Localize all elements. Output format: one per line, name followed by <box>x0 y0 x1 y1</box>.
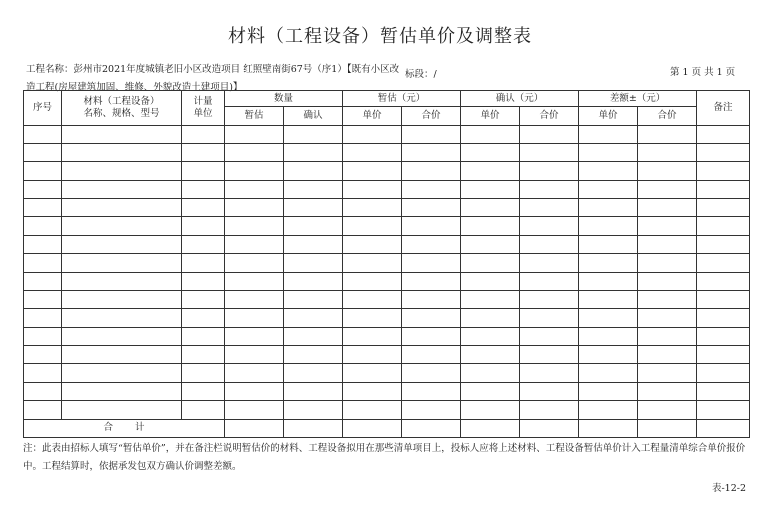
total-cell <box>638 419 697 437</box>
header-unit-line2: 单位 <box>193 107 213 119</box>
table-cell <box>579 254 638 272</box>
table-row <box>24 235 750 253</box>
table-cell <box>62 327 182 345</box>
table-cell <box>62 125 182 143</box>
table-cell <box>284 217 343 235</box>
table-cell <box>284 290 343 308</box>
table-row <box>24 162 750 180</box>
table-cell <box>225 217 284 235</box>
total-cell <box>343 419 402 437</box>
table-cell <box>182 235 225 253</box>
table-cell <box>225 327 284 345</box>
table-cell <box>638 346 697 364</box>
table-cell <box>461 346 520 364</box>
table-cell <box>461 235 520 253</box>
table-cell <box>182 272 225 290</box>
table-cell <box>225 382 284 400</box>
table-cell <box>461 254 520 272</box>
header-conf-unit-price: 单价 <box>461 107 520 125</box>
table-cell <box>579 235 638 253</box>
table-cell <box>62 290 182 308</box>
table-cell <box>24 382 62 400</box>
table-cell <box>225 272 284 290</box>
table-cell <box>284 382 343 400</box>
table-cell <box>461 217 520 235</box>
header-unit-line1: 计量 <box>193 95 213 107</box>
table-cell <box>182 254 225 272</box>
table-cell <box>62 364 182 382</box>
table-row <box>24 272 750 290</box>
header-index: 序号 <box>24 91 62 126</box>
header-group-estimate: 暂估（元） <box>343 91 461 107</box>
table-cell <box>638 180 697 198</box>
table-cell <box>62 162 182 180</box>
table-cell <box>24 327 62 345</box>
table-cell <box>225 235 284 253</box>
table-cell <box>284 327 343 345</box>
table-cell <box>62 272 182 290</box>
table-cell <box>24 364 62 382</box>
table-row <box>24 199 750 217</box>
table-cell <box>520 382 579 400</box>
table-row <box>24 125 750 143</box>
table-cell <box>697 272 750 290</box>
table-cell <box>182 125 225 143</box>
table-row <box>24 382 750 400</box>
material-price-table <box>23 90 750 438</box>
table-cell <box>461 144 520 162</box>
table-cell <box>284 162 343 180</box>
table-cell <box>579 272 638 290</box>
table-cell <box>697 125 750 143</box>
table-cell <box>402 199 461 217</box>
table-cell <box>343 401 402 420</box>
header-diff-total: 合价 <box>638 107 697 125</box>
table-cell <box>343 162 402 180</box>
table-cell <box>284 272 343 290</box>
header-diff-unit-price: 单价 <box>579 107 638 125</box>
table-cell <box>579 364 638 382</box>
total-cell <box>520 419 579 437</box>
table-cell <box>284 364 343 382</box>
total-cell <box>461 419 520 437</box>
table-cell <box>343 346 402 364</box>
table-cell <box>24 401 62 420</box>
table-cell <box>24 162 62 180</box>
table-cell <box>520 235 579 253</box>
table-cell <box>520 309 579 327</box>
table-cell <box>461 162 520 180</box>
table-cell <box>697 346 750 364</box>
header-est-total: 合价 <box>402 107 461 125</box>
header-material-line1: 材料（工程设备） <box>83 95 160 107</box>
table-cell <box>24 272 62 290</box>
table-cell <box>402 125 461 143</box>
table-cell <box>638 364 697 382</box>
table-cell <box>461 180 520 198</box>
total-cell <box>284 419 343 437</box>
table-cell <box>579 309 638 327</box>
table-cell <box>520 364 579 382</box>
table-cell <box>579 199 638 217</box>
table-cell <box>520 217 579 235</box>
table-cell <box>697 180 750 198</box>
table-cell <box>697 327 750 345</box>
table-cell <box>343 199 402 217</box>
table-cell <box>182 327 225 345</box>
table-cell <box>638 254 697 272</box>
table-cell <box>697 382 750 400</box>
table-cell <box>343 290 402 308</box>
table-cell <box>579 162 638 180</box>
table-cell <box>579 180 638 198</box>
table-cell <box>402 162 461 180</box>
table-cell <box>520 125 579 143</box>
table-cell <box>402 364 461 382</box>
table-cell <box>402 180 461 198</box>
table-cell <box>343 254 402 272</box>
table-cell <box>225 309 284 327</box>
table-cell <box>579 217 638 235</box>
table-row <box>24 144 750 162</box>
table-row <box>24 217 750 235</box>
table-cell <box>24 346 62 364</box>
table-cell <box>182 217 225 235</box>
table-cell <box>461 290 520 308</box>
table-cell <box>461 272 520 290</box>
header-qty-confirm: 确认 <box>284 107 343 125</box>
table-cell <box>343 309 402 327</box>
total-cell <box>579 419 638 437</box>
table-cell <box>62 401 182 420</box>
table-cell <box>579 382 638 400</box>
table-cell <box>182 180 225 198</box>
table-cell <box>343 217 402 235</box>
table-cell <box>402 309 461 327</box>
table-cell <box>520 327 579 345</box>
table-cell <box>579 327 638 345</box>
table-cell <box>225 144 284 162</box>
table-row <box>24 180 750 198</box>
table-row <box>24 290 750 308</box>
table-cell <box>461 327 520 345</box>
table-cell <box>225 125 284 143</box>
table-cell <box>402 254 461 272</box>
table-cell <box>182 382 225 400</box>
table-cell <box>579 125 638 143</box>
table-cell <box>402 272 461 290</box>
table-cell <box>343 180 402 198</box>
table-cell <box>520 199 579 217</box>
table-cell <box>62 217 182 235</box>
table-cell <box>461 364 520 382</box>
table-cell <box>343 125 402 143</box>
table-row <box>24 327 750 345</box>
table-cell <box>402 290 461 308</box>
table-cell <box>343 144 402 162</box>
table-row <box>24 254 750 272</box>
table-cell <box>520 254 579 272</box>
table-cell <box>402 382 461 400</box>
table-cell <box>62 180 182 198</box>
table-cell <box>638 401 697 420</box>
table-cell <box>697 235 750 253</box>
total-row-label <box>24 419 225 437</box>
table-cell <box>697 254 750 272</box>
header-group-confirm: 确认（元） <box>461 91 579 107</box>
table-cell <box>638 199 697 217</box>
table-cell <box>225 401 284 420</box>
table-cell <box>24 199 62 217</box>
table-cell <box>62 144 182 162</box>
page-title: 材料（工程设备）暂估单价及调整表 <box>228 26 532 47</box>
table-cell <box>461 309 520 327</box>
header-material <box>62 91 182 126</box>
header-unit <box>182 91 225 126</box>
total-cell <box>225 419 284 437</box>
table-cell <box>24 144 62 162</box>
total-cell <box>402 419 461 437</box>
table-cell <box>24 254 62 272</box>
table-cell <box>520 272 579 290</box>
table-cell <box>461 401 520 420</box>
table-cell <box>697 364 750 382</box>
table-cell <box>62 309 182 327</box>
table-cell <box>402 401 461 420</box>
table-cell <box>284 254 343 272</box>
table-cell <box>225 346 284 364</box>
table-cell <box>24 217 62 235</box>
table-cell <box>638 309 697 327</box>
table-cell <box>461 382 520 400</box>
table-cell <box>24 235 62 253</box>
table-cell <box>520 180 579 198</box>
table-cell <box>62 346 182 364</box>
table-cell <box>24 180 62 198</box>
table-cell <box>284 346 343 364</box>
table-cell <box>343 272 402 290</box>
table-cell <box>182 364 225 382</box>
table-cell <box>24 309 62 327</box>
table-cell <box>62 235 182 253</box>
table-cell <box>461 199 520 217</box>
table-cell <box>638 125 697 143</box>
table-cell <box>182 401 225 420</box>
header-qty-estimate: 暂估 <box>225 107 284 125</box>
table-cell <box>697 162 750 180</box>
table-cell <box>638 382 697 400</box>
table-cell <box>520 401 579 420</box>
table-cell <box>579 144 638 162</box>
table-cell <box>284 401 343 420</box>
header-group-quantity: 数量 <box>225 91 343 107</box>
table-cell <box>638 327 697 345</box>
header-material-line2: 名称、规格、型号 <box>83 107 160 119</box>
table-cell <box>579 290 638 308</box>
page-counter: 第 1 页 共 1 页 <box>670 67 736 78</box>
table-cell <box>225 254 284 272</box>
table-cell <box>225 180 284 198</box>
header-group-diff: 差额±（元） <box>579 91 697 107</box>
table-cell <box>284 309 343 327</box>
table-cell <box>182 144 225 162</box>
table-cell <box>62 382 182 400</box>
header-est-unit-price: 单价 <box>343 107 402 125</box>
table-cell <box>24 290 62 308</box>
table-number: 表-12-2 <box>711 483 746 494</box>
total-cell <box>697 419 750 437</box>
table-cell <box>520 144 579 162</box>
table-cell <box>24 125 62 143</box>
table-cell <box>225 364 284 382</box>
table-cell <box>182 346 225 364</box>
table-cell <box>62 254 182 272</box>
section-label: 标段：/ <box>405 69 437 80</box>
table-cell <box>520 290 579 308</box>
table-cell <box>402 327 461 345</box>
table-cell <box>225 199 284 217</box>
table-cell <box>697 144 750 162</box>
table-cell <box>579 401 638 420</box>
table-cell <box>697 199 750 217</box>
project-name-line2: 造工程(房屋建筑加固、维修、外貌改造土建项目)】 <box>26 82 243 93</box>
table-cell <box>284 125 343 143</box>
table-cell <box>225 162 284 180</box>
table-cell <box>225 290 284 308</box>
table-cell <box>638 144 697 162</box>
table-cell <box>182 199 225 217</box>
table-cell <box>638 272 697 290</box>
table-cell <box>343 235 402 253</box>
table-cell <box>402 235 461 253</box>
table-cell <box>343 382 402 400</box>
table-cell <box>697 217 750 235</box>
table-cell <box>697 290 750 308</box>
table-cell <box>182 290 225 308</box>
table-cell <box>284 144 343 162</box>
table-cell <box>402 346 461 364</box>
header-conf-total: 合价 <box>520 107 579 125</box>
table-cell <box>284 199 343 217</box>
table-cell <box>697 401 750 420</box>
table-cell <box>343 327 402 345</box>
table-cell <box>638 290 697 308</box>
table-cell <box>461 125 520 143</box>
table-cell <box>402 217 461 235</box>
table-cell <box>62 199 182 217</box>
table-cell <box>284 235 343 253</box>
table-cell <box>284 180 343 198</box>
table-cell <box>579 346 638 364</box>
table-row <box>24 346 750 364</box>
table-cell <box>638 162 697 180</box>
project-name-line1: 工程名称：彭州市2021年度城镇老旧小区改造项目 红照壁南街67号（序1）【既有小区改 <box>26 64 400 75</box>
table-cell <box>638 235 697 253</box>
total-label: 合计 <box>103 422 167 434</box>
table-cell <box>182 162 225 180</box>
table-row <box>24 401 750 420</box>
table-cell <box>182 309 225 327</box>
table-row <box>24 309 750 327</box>
header-remark: 备注 <box>697 91 750 126</box>
table-cell <box>343 364 402 382</box>
table-cell <box>697 309 750 327</box>
table-cell <box>638 217 697 235</box>
table-cell <box>402 144 461 162</box>
footnote: 注：此表由招标人填写“暂估单价”，并在备注栏说明暂估价的材料、工程设备拟用在那些清单项目上，投标人应将上述材料、工程设备暂估单价计入工程量清单综合单价报价中。工程结算时，依据承发包双方确认价调整差额。 <box>23 443 746 472</box>
table-cell <box>520 162 579 180</box>
table-row <box>24 364 750 382</box>
table-cell <box>520 346 579 364</box>
